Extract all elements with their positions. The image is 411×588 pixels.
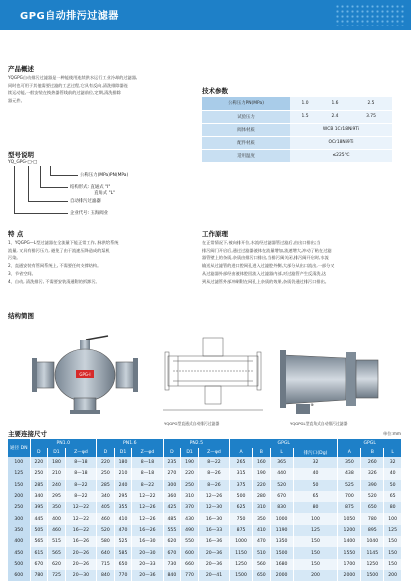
model-label: 企业代号: 玉海阀业 [70, 211, 109, 216]
dims-cell: 80 [293, 502, 338, 513]
dims-cell: 12—30 [198, 502, 229, 513]
dims-cell: 20—30 [132, 547, 163, 558]
overview-line: 续运动能,一般安装在换热器管线前的过滤前位,定期,清洗排除 [8, 90, 121, 96]
model-label: 直角式 "L" [94, 191, 116, 196]
dims-cell: 1200 [338, 525, 361, 536]
dims-sub-header: D [97, 448, 115, 457]
dims-cell: 12—22 [65, 502, 96, 513]
params-label: 试验压力 [202, 110, 290, 123]
dims-cell: 405 [97, 502, 115, 513]
dims-cell: 310 [181, 491, 199, 502]
dims-cell: 395 [30, 502, 48, 513]
dims-cell: 700 [338, 491, 361, 502]
dims-cell: 1040 [361, 536, 384, 547]
dims-cell: 340 [97, 491, 115, 502]
dims-cell: 340 [30, 491, 48, 502]
dims-dn-cell: 125 [8, 468, 30, 479]
dims-cell: 20—30 [65, 570, 96, 581]
dims-cell: 370 [181, 502, 199, 513]
dims-cell: 1400 [338, 536, 361, 547]
dims-cell: 350 [48, 502, 66, 513]
dims-cell: 1190 [270, 525, 293, 536]
dims-cell: 240 [114, 480, 132, 491]
dims-cell: 660 [181, 559, 199, 570]
dims-cell: 220 [181, 468, 199, 479]
dims-dn-cell: 600 [8, 570, 30, 581]
dims-cell: 16—26 [65, 536, 96, 547]
dims-cell: 20—26 [65, 559, 96, 570]
dims-cell: 670 [163, 547, 181, 558]
dims-cell: 425 [163, 502, 181, 513]
dims-cell: 200 [293, 570, 338, 581]
dims-cell: 8—26 [198, 468, 229, 479]
dims-cell: 235 [163, 457, 181, 468]
dims-cell: 445 [30, 513, 48, 524]
dims-cell: 620 [48, 559, 66, 570]
dims-sub-header: A [338, 448, 361, 457]
dims-body [8, 457, 402, 581]
dims-cell: 8—18 [132, 468, 163, 479]
dims-cell: 210 [114, 468, 132, 479]
filter-photo-straight [30, 330, 140, 422]
dims-sub-header: D [30, 448, 48, 457]
dims-cell: 550 [181, 536, 199, 547]
dims-cell: 505 [30, 525, 48, 536]
dims-sub-header: D1 [48, 448, 66, 457]
dims-sub-header: B [253, 448, 271, 457]
dims-cell: 500 [230, 491, 253, 502]
model-code: YQ_GPG-□-□ [8, 160, 38, 165]
dims-dn-cell: 250 [8, 502, 30, 513]
params-row [202, 149, 392, 162]
params-row [202, 123, 392, 136]
params-value: 1.5 [290, 110, 320, 123]
principle-line: 到从过滤管外部冲刷附在网孔上杂质的效果,杂质仍通过排污口排出。 [202, 278, 329, 284]
dims-cell: 355 [114, 502, 132, 513]
dims-cell: 240 [48, 480, 66, 491]
dims-cell: 200 [384, 570, 402, 581]
dims-cell: 8—18 [132, 457, 163, 468]
dims-cell: 565 [30, 536, 48, 547]
params-table [202, 97, 392, 163]
drawing-straight-filter [163, 330, 263, 420]
dims-cell: 510 [253, 547, 271, 558]
model-label: 自动排污过滤器 [70, 199, 101, 204]
dims-cell: 470 [253, 536, 271, 547]
dims-cell: 190 [181, 457, 199, 468]
dims-cell: 20—36 [198, 547, 229, 558]
dims-cell: 490 [181, 525, 199, 536]
dims-cell: 350 [338, 457, 361, 468]
dims-group-header: PN2.5 [163, 439, 230, 448]
header-bar [0, 0, 411, 30]
filter-photo-angle [276, 330, 386, 420]
params-value: 2.4 [320, 110, 350, 123]
caption-angle: YQGPGL型直角式自动排污过滤器 [290, 421, 348, 426]
dims-cell: 250 [97, 468, 115, 479]
table-row [8, 570, 402, 581]
dims-cell: 770 [181, 570, 199, 581]
dims-cell: 285 [30, 480, 48, 491]
overview-line: 器元件。 [8, 98, 25, 104]
dims-cell: 270 [163, 468, 181, 479]
params-label: 配件材质 [202, 136, 290, 149]
dims-cell: 16—22 [65, 525, 96, 536]
dims-cell: 8—26 [198, 480, 229, 491]
feature-line: 4、自动, 清洗排污, 不需要安装清通附的拆卸污。 [8, 278, 100, 284]
dims-cell: 2000 [338, 570, 361, 581]
dims-sub-header: A [230, 448, 253, 457]
dims-cell: 830 [270, 502, 293, 513]
dims-cell: 16—33 [198, 525, 229, 536]
dims-cell: 326 [361, 468, 384, 479]
dims-cell: 220 [253, 480, 271, 491]
connector-line [40, 166, 41, 188]
overview-line: YQGPG自动排污过滤器是一种能使用连续供水运行工业冷却的过滤器, [8, 75, 138, 80]
dims-cell: 20—33 [132, 559, 163, 570]
dims-cell: 12—22 [132, 491, 163, 502]
dims-cell: 750 [230, 513, 253, 524]
dims-dn-cell: 100 [8, 457, 30, 468]
decorative-dot-pattern [335, 4, 405, 26]
dims-cell: 430 [181, 513, 199, 524]
table-row [8, 559, 402, 570]
dims-cell: 220 [30, 457, 48, 468]
dims-cell: 32 [384, 457, 402, 468]
dims-cell: 715 [97, 559, 115, 570]
dims-cell: 1145 [361, 547, 384, 558]
params-row [202, 136, 392, 149]
dims-dn-cell: 150 [8, 480, 30, 491]
dims-cell: 50 [293, 480, 338, 491]
params-value: 1.6 [320, 97, 350, 110]
params-label: 公称压力PN(MPa) [202, 97, 290, 110]
feature-line: 污染。 [8, 255, 21, 261]
connector-line [40, 187, 68, 188]
dims-cell: 8—22 [198, 457, 229, 468]
dims-sub-header: Z—φd [198, 448, 229, 457]
dims-cell: 840 [163, 570, 181, 581]
dims-cell: 770 [114, 570, 132, 581]
dims-cell: 460 [48, 525, 66, 536]
dims-cell: 1700 [338, 559, 361, 570]
connector-line [50, 175, 78, 176]
connector-line [14, 213, 68, 214]
dims-cell: 525 [114, 536, 132, 547]
dims-cell: 895 [361, 525, 384, 536]
overview-title: 产品概述 [8, 65, 34, 73]
dims-cell: 12—26 [132, 502, 163, 513]
dims-cell: 565 [48, 547, 66, 558]
dims-cell: 16—30 [132, 536, 163, 547]
dims-cell: 16—30 [198, 513, 229, 524]
model-label: 结构形式: 直通式 "I" [70, 185, 111, 190]
dims-cell: 585 [114, 547, 132, 558]
dims-cell: 840 [97, 570, 115, 581]
dims-cell: 16—26 [132, 525, 163, 536]
features-title: 特 点 [8, 230, 24, 238]
dims-cell: 150 [384, 536, 402, 547]
dims-cell: 265 [230, 457, 253, 468]
dims-dn-cell: 450 [8, 547, 30, 558]
dims-cell: 260 [361, 457, 384, 468]
dims-cell: 16—36 [198, 536, 229, 547]
dims-group-header: PN1.6 [97, 439, 164, 448]
dims-cell: 525 [338, 480, 361, 491]
dims-cell: 600 [181, 547, 199, 558]
page-title: GPG自动排污过滤器 [20, 11, 119, 22]
dims-cell: 438 [338, 468, 361, 479]
dims-cell: 615 [30, 547, 48, 558]
dims-sub-header: D [163, 448, 181, 457]
connector-line [28, 201, 68, 202]
dims-cell: 555 [163, 525, 181, 536]
dims-cell: 410 [114, 513, 132, 524]
dims-group-header: GPGL [230, 439, 338, 448]
caption-straight: YQGPG型直通式自动排污过滤器 [164, 421, 220, 426]
model-title: 型号说明 [8, 151, 34, 159]
params-value: 3.75 [350, 110, 392, 123]
dims-cell: 40 [384, 468, 402, 479]
params-row [202, 110, 392, 123]
dims-sub-header: Z—φd [65, 448, 96, 457]
dims-cell: 100 [293, 513, 338, 524]
dims-cell: 40 [293, 468, 338, 479]
dims-cell: 670 [270, 491, 293, 502]
dims-sub-header: L [384, 448, 402, 457]
table-row [8, 513, 402, 524]
connector-line [28, 166, 29, 202]
principle-title: 工作原理 [202, 230, 228, 238]
feature-line: 流量, 又具有排污压力, 避免了由于流速压降造成的泵机 [8, 247, 110, 253]
feature-line: 1、YQGPG—L型过滤器在全流量下能正常工作, 脉供给系统 [8, 240, 119, 245]
dims-cell: 1500 [230, 570, 253, 581]
dims-cell: 1000 [230, 536, 253, 547]
table-row [8, 468, 402, 479]
dims-cell: 180 [114, 457, 132, 468]
dims-sub-header: 排污口(Dg) [293, 448, 338, 457]
dims-cell: 310 [253, 502, 271, 513]
dims-cell: 100 [384, 513, 402, 524]
dims-cell: 180 [48, 457, 66, 468]
dims-cell: 150 [293, 559, 338, 570]
feature-line: 3、节省空间。 [8, 270, 36, 276]
dims-cell: 515 [48, 536, 66, 547]
params-value: ≤225℃ [290, 149, 392, 162]
principle-text [202, 239, 402, 285]
dims-cell: 580 [97, 536, 115, 547]
dims-table [8, 439, 402, 581]
dims-unit: 单位:mm [383, 431, 401, 436]
dims-group-header: GPGL [338, 439, 402, 448]
dims-cell: 1250 [361, 559, 384, 570]
model-diagram [8, 160, 198, 222]
dims-cell: 640 [97, 547, 115, 558]
dims-dn-header: 通径 DN [8, 439, 30, 457]
dims-sub-header: B [361, 448, 384, 457]
dims-cell: 150 [384, 547, 402, 558]
dims-cell: 250 [30, 468, 48, 479]
dims-cell: 190 [253, 468, 271, 479]
table-row [8, 525, 402, 536]
dims-cell: 875 [338, 502, 361, 513]
dims-dn-cell: 500 [8, 559, 30, 570]
dims-cell: 65 [293, 491, 338, 502]
dims-sub-header-row [8, 448, 402, 457]
structure-title: 结构简图 [8, 312, 34, 320]
dims-cell: 8—22 [132, 480, 163, 491]
dims-cell: 20—26 [65, 547, 96, 558]
dims-cell: 1250 [230, 559, 253, 570]
dims-cell: 150 [384, 559, 402, 570]
connector-line [14, 166, 15, 214]
overview-text [8, 74, 198, 105]
principle-line: 从过滤器外部经由液体腔回流入过滤器内部,对过滤管产生反清洗,达 [202, 270, 327, 276]
features-text [8, 239, 202, 285]
params-value: WCB 1Cr18Ni9Ti [290, 123, 392, 136]
svg-text:⊕: ⊕ [310, 402, 314, 407]
dims-cell: 400 [48, 513, 66, 524]
principle-line: 排污阀门开启后,通过过滤器液体在流量增加,流速增大,冲动了粘在过滤 [202, 247, 332, 253]
dims-cell: 8—22 [65, 491, 96, 502]
dims-cell: 1050 [338, 513, 361, 524]
dims-cell: 730 [163, 559, 181, 570]
dims-cell: 350 [253, 513, 271, 524]
dims-cell: 8—18 [65, 468, 96, 479]
dims-cell: 20—41 [198, 570, 229, 581]
dims-cell: 375 [230, 480, 253, 491]
dims-cell: 1680 [270, 559, 293, 570]
principle-line: 在正常情况下,被向排开位,水流经过滤器管过滤后,由出口排出;当 [202, 240, 321, 245]
table-row [8, 457, 402, 468]
dims-dn-cell: 200 [8, 491, 30, 502]
dims-cell: 80 [384, 502, 402, 513]
params-title: 技术参数 [202, 87, 228, 95]
dims-cell: 520 [97, 525, 115, 536]
model-label: 公称压力(MPa)PN(MPa) [80, 173, 129, 178]
table-row [8, 536, 402, 547]
feature-line: 2、直通安装有管网系统上, 不需要任何支撑结构。 [8, 263, 102, 269]
dims-title: 主要连接尺寸 [8, 430, 47, 438]
overview-line: 同时也可用于其他需要过滤的工艺过程,它具有反向,清洗排除器连 [8, 82, 128, 88]
dims-cell: 1350 [270, 536, 293, 547]
dims-cell: 625 [230, 502, 253, 513]
filter-body-label: GPG-Ⅰ [79, 372, 91, 377]
principle-line: 器管壁上的杂质,杂质由排污口排出,当排污阀关闭,排污阀开启时,水流 [202, 255, 329, 261]
dims-cell: 160 [253, 457, 271, 468]
params-row [202, 97, 392, 110]
dims-cell: 32 [293, 457, 338, 468]
dims-cell: 315 [230, 468, 253, 479]
dims-cell: 220 [97, 457, 115, 468]
dims-cell: 8—22 [65, 480, 96, 491]
params-value: 2.5 [350, 97, 392, 110]
dims-dn-cell: 300 [8, 513, 30, 524]
dims-cell: 295 [48, 491, 66, 502]
dims-cell: 125 [293, 525, 338, 536]
dims-cell: 12—26 [132, 513, 163, 524]
dims-cell: 280 [253, 491, 271, 502]
dims-cell: 875 [230, 525, 253, 536]
dims-cell: 1150 [230, 547, 253, 558]
dims-cell: 2000 [270, 570, 293, 581]
dims-sub-header: Z—φd [132, 448, 163, 457]
dims-cell: 520 [361, 491, 384, 502]
table-row [8, 502, 402, 513]
dims-cell: 12—22 [65, 513, 96, 524]
dims-group-header-row [8, 439, 402, 448]
dims-cell: 780 [30, 570, 48, 581]
dims-group-header: PN1.0 [30, 439, 97, 448]
dims-cell: 300 [163, 480, 181, 491]
dims-cell: 1550 [338, 547, 361, 558]
dims-cell: 50 [384, 480, 402, 491]
params-label: 阀体材质 [202, 123, 290, 136]
dims-cell: 670 [30, 559, 48, 570]
dims-sub-header: D1 [114, 448, 132, 457]
dims-cell: 620 [163, 536, 181, 547]
dims-cell: 560 [253, 559, 271, 570]
params-value: OCr18Ni9Ti [290, 136, 392, 149]
dims-cell: 150 [293, 536, 338, 547]
dims-dn-cell: 400 [8, 536, 30, 547]
dims-cell: 470 [114, 525, 132, 536]
dims-cell: 20—36 [132, 570, 163, 581]
dims-cell: 460 [97, 513, 115, 524]
dims-cell: 210 [48, 468, 66, 479]
dims-cell: 1500 [361, 570, 384, 581]
dims-sub-header: L [270, 448, 293, 457]
dims-cell: 12—26 [198, 491, 229, 502]
dims-cell: 780 [361, 513, 384, 524]
dims-cell: 650 [253, 570, 271, 581]
params-label: 适用温度 [202, 149, 290, 162]
dims-cell: 410 [253, 525, 271, 536]
dims-cell: 485 [163, 513, 181, 524]
dims-cell: 725 [48, 570, 66, 581]
dims-cell: 295 [114, 491, 132, 502]
table-row [8, 547, 402, 558]
dims-cell: 8—18 [65, 457, 96, 468]
dims-cell: 365 [270, 457, 293, 468]
dims-cell: 1000 [270, 513, 293, 524]
dims-cell: 650 [114, 559, 132, 570]
dims-cell: 285 [97, 480, 115, 491]
dims-cell: 125 [384, 525, 402, 536]
dims-sub-header: D1 [181, 448, 199, 457]
dims-cell: 440 [270, 468, 293, 479]
dims-cell: 520 [270, 480, 293, 491]
dims-cell: 250 [181, 480, 199, 491]
table-row [8, 491, 402, 502]
dims-cell: 20—36 [198, 559, 229, 570]
dims-cell: 360 [163, 491, 181, 502]
dims-cell: 390 [361, 480, 384, 491]
table-row [8, 480, 402, 491]
dims-cell: 650 [361, 502, 384, 513]
principle-line: 输送从过滤管的进口腔网孔进入过滤腔外侧,大部分从出口流出,一部分又 [202, 263, 335, 269]
dims-cell: 65 [384, 491, 402, 502]
params-value: 1.0 [290, 97, 320, 110]
dims-cell: 150 [293, 547, 338, 558]
dims-cell: 1500 [270, 547, 293, 558]
dims-dn-cell: 350 [8, 525, 30, 536]
